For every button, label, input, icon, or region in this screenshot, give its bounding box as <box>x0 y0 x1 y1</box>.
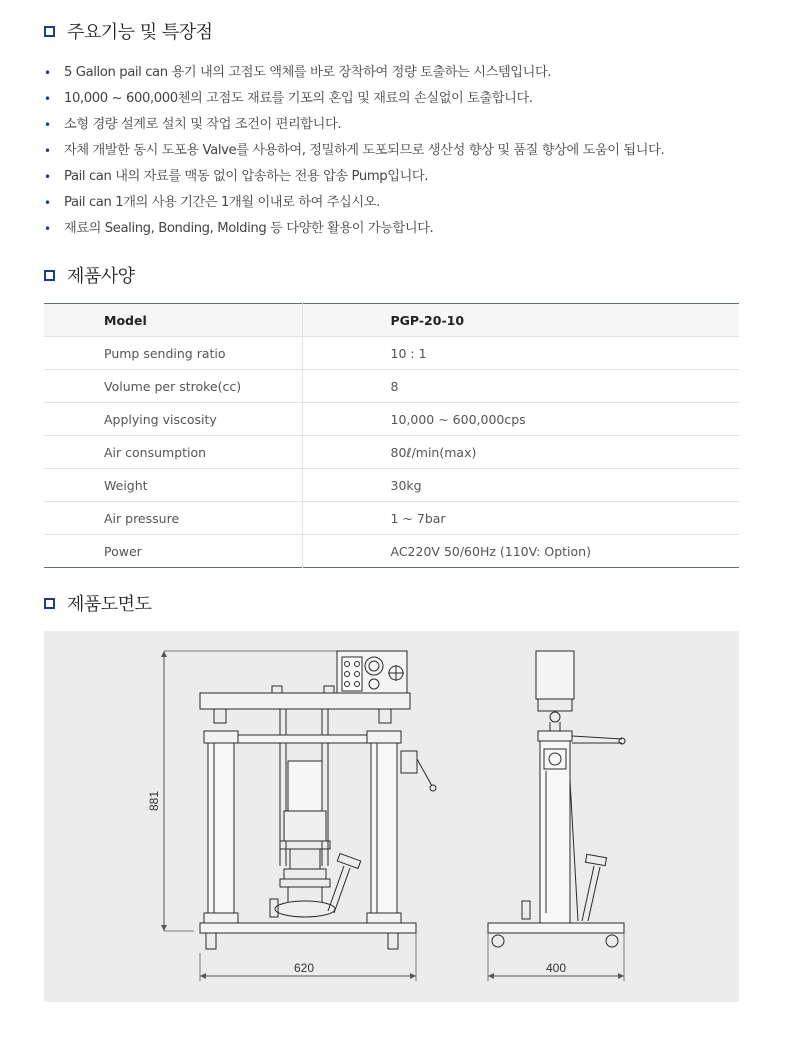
spec-value: 10 : 1 <box>302 337 739 370</box>
bullet-dot-icon: • <box>44 92 51 106</box>
spec-label: Volume per stroke(cc) <box>44 370 302 403</box>
product-drawing <box>44 631 739 1002</box>
list-item <box>44 190 764 216</box>
bullet-dot-icon: • <box>44 118 51 132</box>
spec-header-label: Model <box>44 304 302 337</box>
spec-label: Power <box>44 535 302 568</box>
spec-table <box>44 303 739 568</box>
table-row <box>44 502 739 535</box>
side-width-dim-label: 400 <box>545 961 567 975</box>
side-view <box>488 651 625 981</box>
square-outline-icon <box>44 26 55 37</box>
spec-title: 제품사양 <box>67 266 135 287</box>
list-item <box>44 60 764 86</box>
spec-heading <box>44 262 135 288</box>
bullet-dot-icon: • <box>44 66 51 80</box>
technical-drawing <box>44 631 739 1002</box>
feature-list <box>44 60 764 242</box>
feature-text: 자체 개발한 동시 도포용 Valve를 사용하여, 정밀하게 도포되므로 생산성 향상 및 품질 향상에 도움이 됩니다. <box>64 143 665 158</box>
drawing-heading <box>44 590 151 616</box>
table-row <box>44 403 739 436</box>
list-item <box>44 138 764 164</box>
spec-value: AC220V 50/60Hz (110V: Option) <box>390 543 591 559</box>
bullet-dot-icon: • <box>44 196 51 210</box>
feature-text: 소형 경량 설계로 설치 및 작업 조건이 편리합니다. <box>64 117 342 132</box>
spec-label: Air consumption <box>44 436 302 469</box>
spec-value: 80ℓ/min(max) <box>302 436 739 469</box>
spec-label: Weight <box>44 469 302 502</box>
list-item <box>44 112 764 138</box>
table-row <box>44 535 739 568</box>
drawing-title: 제품도면도 <box>67 594 152 615</box>
features-heading <box>44 18 213 44</box>
spec-value: 8 <box>302 370 739 403</box>
feature-text: Pail can 1개의 사용 기간은 1개월 이내로 하여 주십시오. <box>64 195 380 210</box>
spec-value: 1 ~ 7bar <box>302 502 739 535</box>
feature-text: 10,000 ~ 600,000첸의 고점도 재료를 기포의 혼입 및 재료의 손실없이 토출합니다. <box>64 91 533 106</box>
bullet-dot-icon: • <box>44 170 51 184</box>
table-row <box>44 370 739 403</box>
front-width-dim-label: 620 <box>293 961 315 975</box>
table-header-row <box>44 304 739 337</box>
spec-label: Air pressure <box>44 502 302 535</box>
square-outline-icon <box>44 270 55 281</box>
feature-text: 재료의 Sealing, Bonding, Molding 등 다양한 활용이 가능합니다. <box>64 221 434 236</box>
feature-text: Pail can 내의 자료를 맥동 없이 압송하는 전용 압송 Pump입니다. <box>64 169 429 184</box>
height-dim-label: 881 <box>147 790 161 812</box>
bullet-dot-icon: • <box>44 144 51 158</box>
list-item <box>44 86 764 112</box>
spec-label: Applying viscosity <box>44 403 302 436</box>
spec-header-value: PGP-20-10 <box>302 304 739 337</box>
bullet-dot-icon: • <box>44 222 51 236</box>
square-outline-icon <box>44 598 55 609</box>
list-item <box>44 216 764 242</box>
features-title: 주요기능 및 특장점 <box>67 22 213 43</box>
table-row <box>44 469 739 502</box>
list-item <box>44 164 764 190</box>
feature-text: 5 Gallon pail can 용기 내의 고점도 액체를 바로 장착하여 정량 토출하는 시스템입니다. <box>64 65 552 80</box>
front-view <box>200 651 436 981</box>
table-row <box>44 436 739 469</box>
spec-value: 30kg <box>302 469 739 502</box>
spec-value: 10,000 ~ 600,000cps <box>302 403 739 436</box>
spec-label: Pump sending ratio <box>44 337 302 370</box>
table-row <box>44 337 739 370</box>
